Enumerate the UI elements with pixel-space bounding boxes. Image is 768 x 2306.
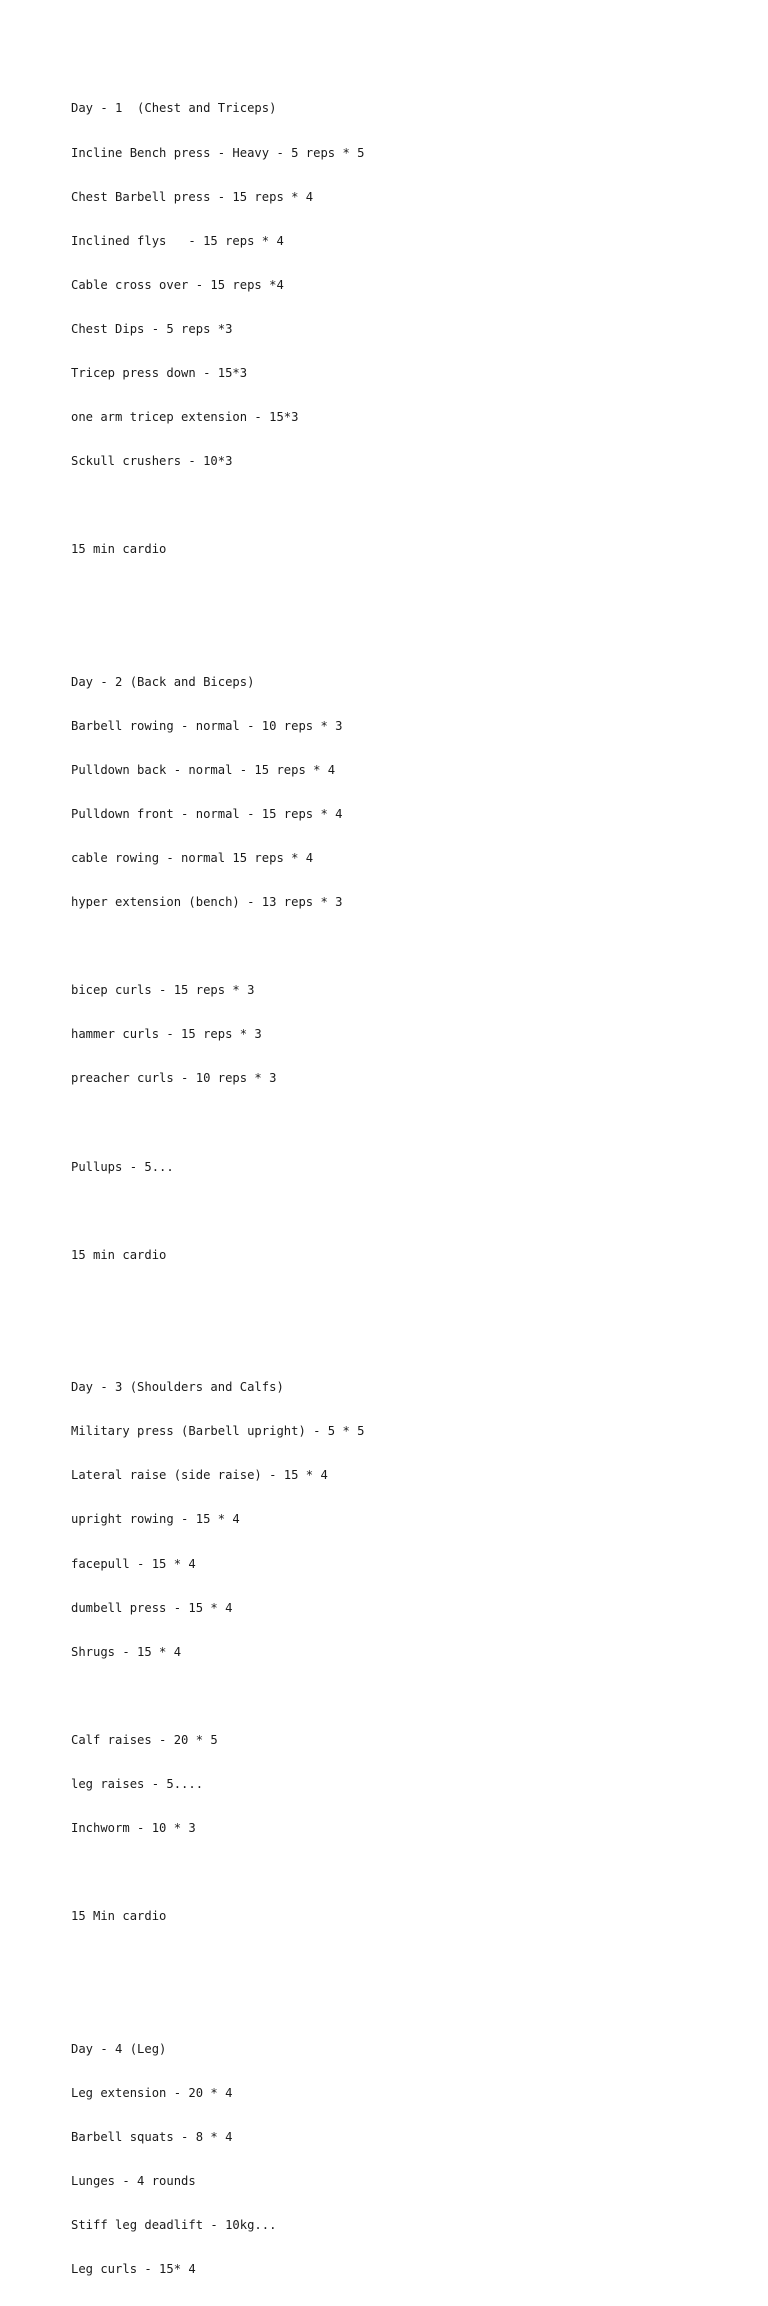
text-line: leg raises - 5....	[71, 1776, 204, 1791]
blank-line	[71, 1116, 365, 1131]
text-line: Barbell squats - 8 * 4	[71, 2129, 233, 2144]
text-line: facepull - 15 * 4	[71, 1556, 196, 1571]
text-line: Calf raises - 20 * 5	[71, 1732, 218, 1747]
blank-line	[71, 1336, 365, 1351]
text-line: Chest Dips - 5 reps *3	[71, 321, 233, 336]
text-line: hyper extension (bench) - 13 reps * 3	[71, 895, 343, 910]
text-line: 15 min cardio	[71, 1247, 167, 1262]
text-line: Lunges - 4 rounds	[71, 2173, 196, 2188]
blank-line	[71, 1865, 365, 1880]
text-line: Pullups - 5...	[71, 1159, 174, 1174]
text-line: 15 Min cardio	[71, 1909, 167, 1924]
blank-line	[71, 498, 365, 513]
day-2-heading: Day - 2 (Back and Biceps)	[71, 674, 255, 689]
blank-line	[71, 631, 365, 646]
blank-line	[71, 939, 365, 954]
text-line: Inchworm - 10 * 3	[71, 1821, 196, 1836]
text-line: Inclined flys - 15 reps * 4	[71, 233, 284, 248]
text-line: Barbell rowing - normal - 10 reps * 3	[71, 718, 343, 733]
text-line: Shrugs - 15 * 4	[71, 1644, 182, 1659]
text-line: Leg curls - 15* 4	[71, 2262, 196, 2276]
text-line: Cable cross over - 15 reps *4	[71, 277, 284, 292]
text-line: Sckull crushers - 10*3	[71, 454, 233, 469]
text-line: Pulldown front - normal - 15 reps * 4	[71, 806, 343, 821]
text-line: cable rowing - normal 15 reps * 4	[71, 851, 314, 865]
text-line: preacher curls - 10 reps * 3	[71, 1071, 277, 1086]
text-line: Tricep press down - 15*3	[71, 365, 248, 380]
text-line: Incline Bench press - Heavy - 5 reps * 5	[71, 145, 365, 160]
day-3-heading: Day - 3 (Shoulders and Calfs)	[71, 1380, 284, 1395]
text-line: Chest Barbell press - 15 reps * 4	[71, 189, 314, 204]
text-line: bicep curls - 15 reps * 3	[71, 983, 255, 998]
text-line: upright rowing - 15 * 4	[71, 1512, 240, 1527]
text-line: Stiff leg deadlift - 10kg...	[71, 2217, 277, 2232]
blank-line	[71, 1689, 365, 1704]
text-line: Military press (Barbell upright) - 5 * 5	[71, 1424, 365, 1439]
text-line: Leg extension - 20 * 4	[71, 2085, 233, 2100]
blank-line	[71, 1204, 365, 1219]
text-line: hammer curls - 15 reps * 3	[71, 1027, 262, 1042]
text-line: 15 min cardio	[71, 542, 167, 557]
blank-line	[71, 1292, 365, 1307]
blank-line	[71, 586, 365, 601]
document-body	[71, 72, 365, 2306]
text-line: Pulldown back - normal - 15 reps * 4	[71, 762, 336, 777]
blank-line	[71, 1997, 365, 2012]
text-line: Lateral raise (side raise) - 15 * 4	[71, 1468, 328, 1483]
text-line: dumbell press - 15 * 4	[71, 1600, 233, 1615]
day-4-heading: Day - 4 (Leg)	[71, 2041, 167, 2056]
text-line: one arm tricep extension - 15*3	[71, 410, 299, 425]
blank-line	[71, 1953, 365, 1968]
day-1-heading: Day - 1 (Chest and Triceps)	[71, 101, 277, 116]
